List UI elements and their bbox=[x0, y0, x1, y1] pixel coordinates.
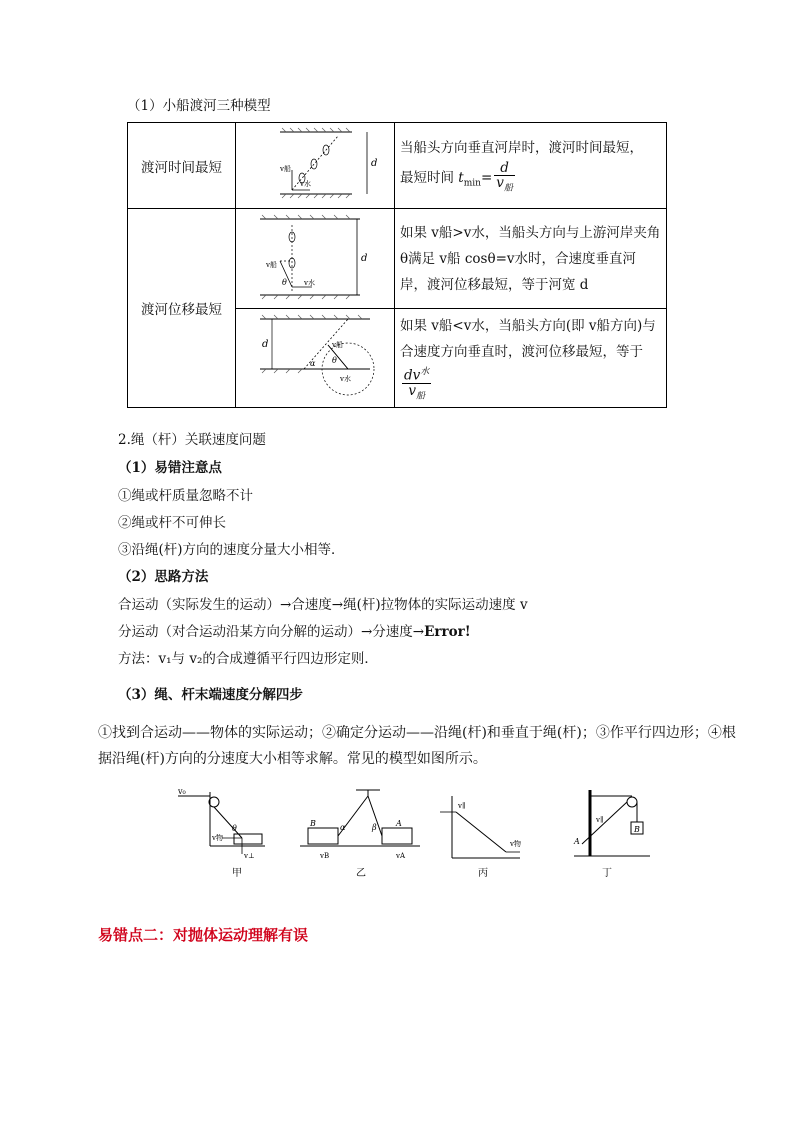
num-dv: dv bbox=[404, 367, 421, 384]
caption-yi: 乙 bbox=[356, 868, 366, 879]
figure-jia bbox=[177, 787, 265, 879]
method-line-2 bbox=[118, 622, 471, 642]
desc-prefix: 最短时间 bbox=[400, 169, 459, 186]
label-d: d bbox=[361, 252, 368, 264]
subtitle-notes: （1）易错注意点 bbox=[118, 460, 222, 476]
figure-ding bbox=[573, 790, 650, 879]
label-v-par: v∥ bbox=[458, 802, 466, 810]
caption-bing: 丙 bbox=[478, 868, 488, 879]
figure-displacement-2 bbox=[236, 309, 395, 408]
den-v: v bbox=[408, 382, 416, 399]
fraction-dv-over-v bbox=[402, 365, 431, 403]
figure-shortest-time bbox=[236, 123, 395, 209]
boat-models-table bbox=[127, 122, 667, 408]
label-v-water: v水 bbox=[300, 179, 311, 188]
caption-jia: 甲 bbox=[232, 868, 242, 879]
den-sub: 船 bbox=[415, 391, 425, 402]
steps-paragraph: ①找到合运动——物体的实际运动；②确定分运动——沿绳(杆)和垂直于绳(杆)；③作平行四边形；④根据沿绳(杆)方向的分速度大小相等求解。常见的模型如图所示。 bbox=[98, 725, 736, 767]
den-sub: 船 bbox=[503, 183, 513, 194]
label-beta: β bbox=[372, 823, 377, 832]
label-v-water: v水 bbox=[304, 278, 315, 287]
fraction-numerator bbox=[402, 365, 431, 384]
desc-line-1: 如果 v船>v水，当船头方向与上游河岸夹角 bbox=[400, 224, 661, 241]
figure-bing bbox=[440, 796, 521, 879]
fraction-numerator: d bbox=[494, 161, 515, 176]
desc-line-1: 当船头方向垂直河岸时，渡河时间最短， bbox=[400, 139, 643, 156]
label-alpha: α bbox=[340, 823, 346, 832]
section-title-boat-models: （1）小船渡河三种模型 bbox=[127, 98, 271, 114]
error-text: Error! bbox=[424, 624, 471, 640]
shortest-time-diagram bbox=[240, 124, 390, 204]
subtitle-method: （2）思路方法 bbox=[118, 569, 209, 585]
desc-line-2: 合速度方向垂直时，渡河位移最短，等于 bbox=[400, 344, 643, 360]
label-v-ship: v船 bbox=[280, 164, 291, 173]
label-v-perp: v⊥ bbox=[244, 852, 255, 860]
method-line-1: 合运动（实际发生的运动）→合速度→绳(杆)拉物体的实际运动速度 v bbox=[118, 597, 528, 613]
label-v-ship: v船 bbox=[332, 341, 343, 350]
desc-line-3: 岸，渡河位移最短，等于河宽 d bbox=[400, 276, 589, 293]
section-title-projectile: 易错点二：对抛体运动理解有误 bbox=[98, 926, 309, 944]
t-symbol: t bbox=[458, 169, 464, 186]
label-A: A bbox=[396, 819, 402, 828]
fraction-denominator bbox=[402, 384, 431, 404]
label-v-obj: v物 bbox=[510, 840, 521, 848]
row-label-shortest-time: 渡河时间最短 bbox=[128, 123, 236, 209]
desc-line-1: 如果 v船<v水，当船头方向(即 v船方向)与 bbox=[400, 318, 656, 334]
subtitle-steps: （3）绳、杆末端速度分解四步 bbox=[118, 687, 303, 703]
figure-yi bbox=[300, 790, 420, 879]
label-theta: θ bbox=[282, 277, 287, 287]
displacement-diagram-1 bbox=[240, 211, 390, 303]
caption-ding: 丁 bbox=[602, 868, 612, 879]
label-vA: vA bbox=[396, 852, 406, 860]
method-line-3: 方法：v₁与 v₂的合成遵循平行四边形定则． bbox=[118, 651, 378, 667]
note-item-1: ①绳或杆质量忽略不计 bbox=[118, 488, 253, 504]
figure-displacement-1 bbox=[236, 209, 395, 309]
desc-line-2: θ满足 v船 cosθ=v水时，合速度垂直河 bbox=[400, 250, 637, 267]
label-theta: θ bbox=[232, 824, 237, 833]
t-subscript: min bbox=[463, 178, 481, 189]
rope-rod-figures bbox=[170, 786, 670, 882]
displacement-diagram-2 bbox=[240, 311, 390, 401]
row-desc-displacement-2 bbox=[395, 309, 667, 408]
label-d: d bbox=[371, 157, 378, 169]
label-B: B bbox=[310, 819, 316, 828]
table-row bbox=[128, 209, 667, 309]
label-v-water: v水 bbox=[340, 375, 351, 384]
label-B: B bbox=[634, 825, 640, 834]
fraction-denominator bbox=[494, 176, 515, 196]
row-desc-displacement-1 bbox=[395, 209, 667, 309]
label-alpha: α bbox=[310, 359, 316, 369]
table-row bbox=[128, 123, 667, 209]
section-title-rope-rod: 2.绳（杆）关联速度问题 bbox=[118, 432, 266, 448]
method-line-2-text: 分运动（对合运动沿某方向分解的运动）→分速度→ bbox=[118, 624, 425, 640]
label-A: A bbox=[574, 837, 580, 846]
fraction-d-over-v bbox=[494, 161, 515, 196]
label-vB: vB bbox=[320, 852, 330, 860]
row-label-shortest-displacement: 渡河位移最短 bbox=[128, 209, 236, 408]
den-v: v bbox=[496, 174, 504, 191]
label-d: d bbox=[262, 339, 269, 351]
desc-line-3 bbox=[400, 365, 662, 403]
row-desc-shortest-time bbox=[395, 123, 667, 209]
label-v-par: v∥ bbox=[596, 816, 604, 824]
label-v-obj: v物 bbox=[212, 834, 223, 842]
note-item-3: ③沿绳(杆)方向的速度分量大小相等． bbox=[118, 542, 345, 558]
note-item-2: ②绳或杆不可伸长 bbox=[118, 515, 226, 531]
equals-sign: = bbox=[480, 169, 493, 186]
desc-line-2 bbox=[400, 161, 662, 197]
label-theta: θ bbox=[332, 356, 337, 366]
label-v0: v₀ bbox=[178, 787, 186, 796]
label-v-ship: v船 bbox=[266, 260, 277, 269]
num-sub: 水 bbox=[420, 367, 430, 377]
